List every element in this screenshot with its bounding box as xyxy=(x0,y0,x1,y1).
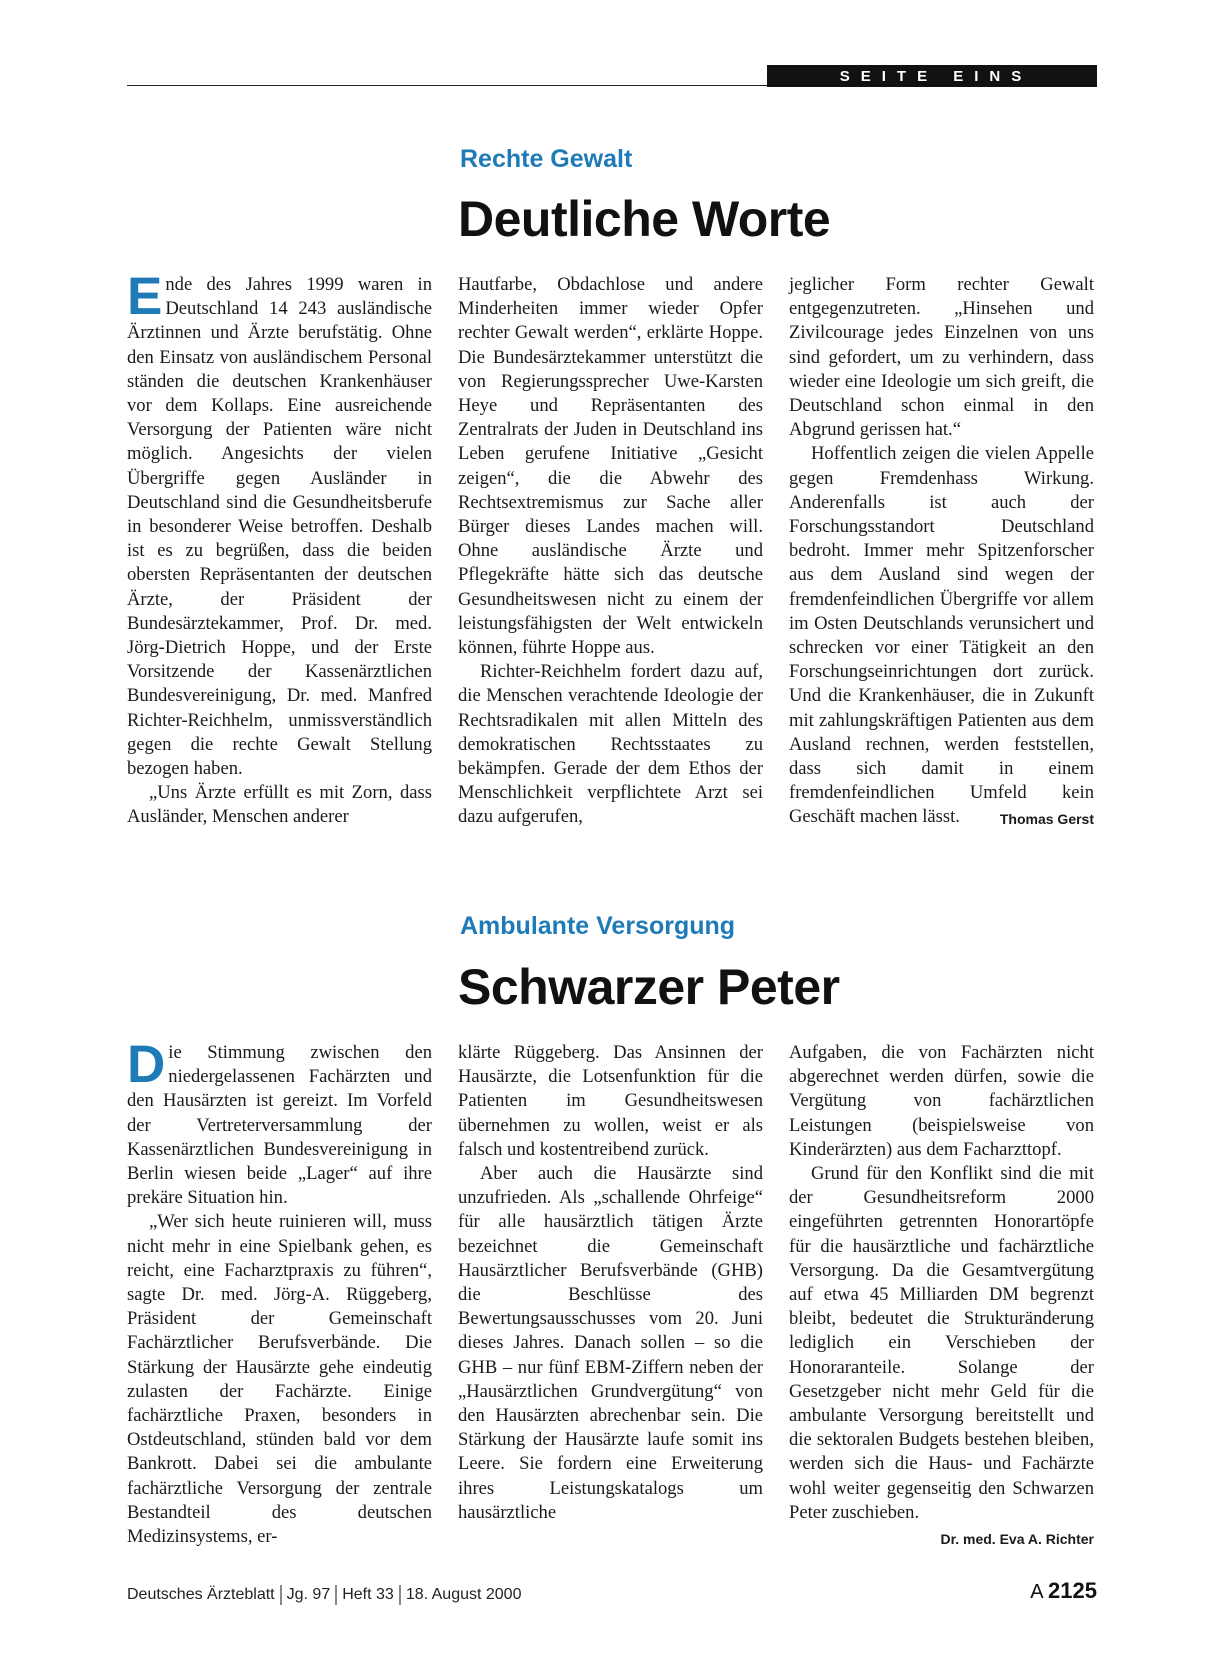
issue-date: 18. August 2000 xyxy=(405,1586,522,1603)
page-number-value: 2125 xyxy=(1048,1578,1097,1603)
page-footer xyxy=(127,1585,521,1605)
paragraph: „Uns Ärzte erfüllt es mit Zorn, dass Ausländer, Menschen anderer xyxy=(127,782,432,828)
article-column-3 xyxy=(789,273,1094,832)
paragraph: „Wer sich heute ruinieren will, muss nicht mehr in eine Spielbank gehen, es reicht, eine Facharztpraxis zu führen“, sagte Dr. med. Jörg-A. Rüggeberg, Präsident der Gemeinschaft Fachärztlicher Berufsverbände. Die Stärkung der Hausärzte gehe eindeutig zulasten der Fachärzte. Einige fachärztliche Praxen, besonders in Ostdeutschland, stünden bald vor dem Bankrott. Dabei sei die ambulante fachärztliche Versorgung der zentrale Bestandteil des deutschen Medizinsystems, er- xyxy=(127,1211,432,1548)
article-kicker: Rechte Gewalt xyxy=(460,145,633,173)
paragraph: ie Stimmung zwischen den niedergelassenen Fachärzten und den Hausärzten ist gereizt. Im Vorfeld der Vertreterversammlung der Kassenärztlichen Bundesvereinigung in Berlin wiesen beide „Lager“ auf ihre prekäre Situation hin. xyxy=(127,1042,432,1209)
article-headline: Deutliche Worte xyxy=(458,191,831,247)
paragraph-text: Grund für den Konflikt sind die mit der Gesundheitsreform 2000 eingeführten getrennten Honorartöpfe für die hausärztliche und fachärztliche Versorgung. Da die Gesamtvergütung auf etwa 45 Milliarden DM begrenzt bleibt, bedeutet die Strukturänderung lediglich ein Verschieben der Honoraranteile. Solange der Gesetzgeber nicht mehr Geld für die ambulante Versorgung bereitstellt und die sektoralen Budgets bestehen bleiben, werden sich die Haus- und Fachärzte wohl weiter gegenseitig den Schwarzen Peter zuschieben. xyxy=(789,1163,1094,1523)
article-author: Dr. med. Eva A. Richter xyxy=(940,1531,1094,1548)
article-column-1 xyxy=(127,267,432,830)
article-column-1 xyxy=(127,1035,432,1549)
paragraph: nde des Jahres 1999 waren in Deutschland 14 243 ausländische Ärztinnen und Ärzte berufstätig. Ohne den Einsatz von ausländischem Personal ständen die deutschen Krankenhäuser vor dem Kollaps. Eine ausreichende Versorgung der Patienten wäre nicht möglich. Angesichts der vielen Übergriffe gegen Ausländer in Deutschland sind die Gesundheitsberufe in besonderer Weise betroffen. Deshalb ist es zu begrüßen, dass die beiden obersten Repräsentanten der deutschen Ärzte, der Präsident der Bundesärztekammer, Prof. Dr. med. Jörg-Dietrich Hoppe, und der Erste Vorsitzende der Kassenärztlichen Bundesvereinigung, Dr. med. Manfred Richter-Reichhelm, unmissverständlich gegen die rechte Gewalt Stellung bezogen haben. xyxy=(127,274,432,780)
article-author: Thomas Gerst xyxy=(999,811,1094,828)
footer-divider xyxy=(399,1585,401,1605)
journal-volume: Jg. 97 xyxy=(286,1586,331,1603)
paragraph: Aufgaben, die von Fachärzten nicht abgerechnet werden dürfen, sowie die Vergütung von fachärztlichen Leistungen (beispielsweise von Kinderärzten) aus dem Facharzttopf. xyxy=(789,1042,1094,1160)
article-headline: Schwarzer Peter xyxy=(458,959,840,1015)
paragraph-text: Hoffentlich zeigen die vielen Appelle gegen Fremdenhass Wirkung. Anderenfalls ist auch der Forschungsstandort Deutschland bedroht. Immer mehr Spitzenforscher aus dem Ausland sind wegen der fremdenfeindlichen Übergriffe vor allem im Osten Deutschlands verunsichert und schrecken vor einer Tätigkeit an den Forschungseinrichtungen dort zurück. Und die Krankenhäuser, die in Zukunft mit zahlungskräftigen Patienten aus dem Ausland rechnen, werden feststellen, dass sich damit in einem fremdenfeindlichen Umfeld kein Geschäft machen lässt. xyxy=(789,443,1094,828)
paragraph: klärte Rüggeberg. Das Ansinnen der Hausärzte, die Lotsenfunktion für die Patienten im Gesundheitswesen übernehmen zu wollen, weist er als falsch und kostentreibend zurück. xyxy=(458,1042,763,1160)
paragraph: Hautfarbe, Obdachlose und andere Minderheiten immer wieder Opfer rechter Gewalt werden“, erklärte Hoppe. Die Bundesärztekammer unterstützt die von Regierungssprecher Uwe-Karsten Heye und Repräsentanten des Zentralrats der Juden in Deutschland ins Leben gerufene Initiative „Gesicht zeigen“, die die Abwehr des Rechtsextremismus zur Sache aller Bürger dieses Landes machen will. Ohne ausländische Ärzte und Pflegekräfte hätte sich das deutsche Gesundheitswesen nicht zu einem der leistungsfähigsten der Welt entwickeln können, führte Hoppe aus. xyxy=(458,274,763,659)
paragraph: jeglicher Form rechter Gewalt entgegenzutreten. „Hinsehen und Zivilcourage jedes Einzelnen von uns sind gefordert, um zu verhindern, dass wieder eine Ideologie um sich greift, die Deutschland schon einmal in den Abgrund gerissen hat.“ xyxy=(789,274,1094,441)
drop-cap: E xyxy=(127,267,163,326)
paragraph: Aber auch die Hausärzte sind unzufrieden. Als „schallende Ohrfeige“ für alle hausärztlich tätigen Ärzte bezeichnet die Gemeinschaft Hausärztlicher Berufsverbände (GHB) die Beschlüsse des Bewertungsausschusses vom 20. Juni dieses Jahres. Danach sollen – so die GHB – nur fünf EBM-Ziffern neben der „Hausärztlichen Grundvergütung“ von den Hausärzten abrechenbar sein. Die Stärkung der Hausärzte laufe somit ins Leere. Sie fordern eine Erweiterung ihres Leistungskatalogs um hausärztliche xyxy=(458,1163,763,1523)
article-column-2 xyxy=(458,1041,763,1525)
article-column-3 xyxy=(789,1041,1094,1551)
article-kicker: Ambulante Versorgung xyxy=(460,912,736,940)
footer-divider xyxy=(335,1585,337,1605)
section-label: SEITE EINS xyxy=(767,65,1097,87)
article-column-2 xyxy=(458,273,763,830)
journal-name: Deutsches Ärzteblatt xyxy=(127,1586,275,1603)
page-prefix: A xyxy=(1030,1581,1043,1603)
paragraph: Richter-Reichhelm fordert dazu auf, die Menschen verachtende Ideologie der Rechtsradikalen mit allen Mitteln des demokratischen Rechtsstaates zu bekämpfen. Gerade der dem Ethos der Menschlichkeit verpflichtete Arzt sei dazu aufgerufen, xyxy=(458,661,763,828)
paragraph xyxy=(789,442,1094,829)
journal-issue: Heft 33 xyxy=(342,1586,394,1603)
footer-divider xyxy=(280,1585,282,1605)
page-number xyxy=(1030,1578,1097,1604)
paragraph xyxy=(789,1162,1094,1548)
drop-cap: D xyxy=(127,1035,166,1094)
